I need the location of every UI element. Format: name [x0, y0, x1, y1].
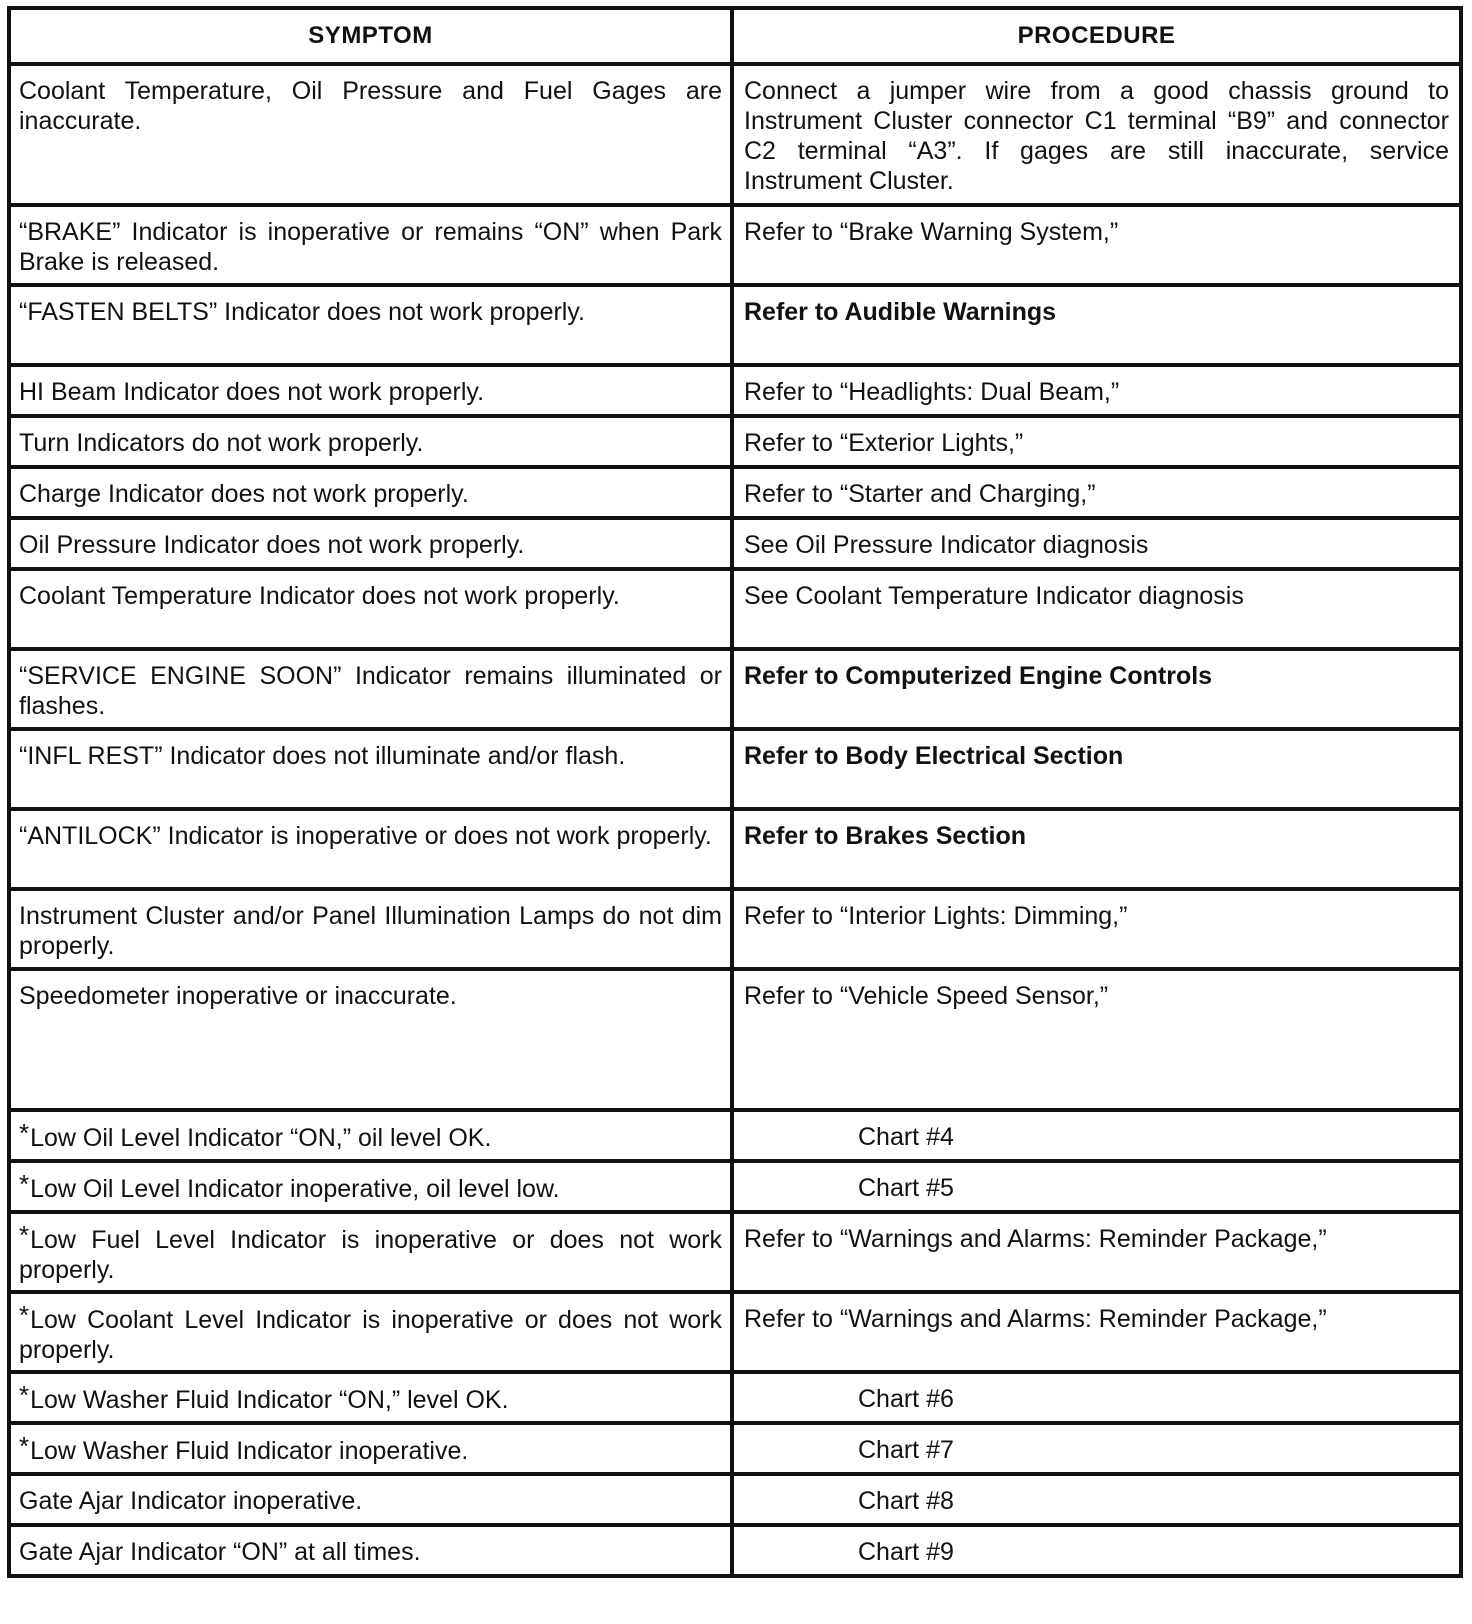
- table-row: [9, 969, 1461, 1110]
- table-header-row: [9, 8, 1461, 64]
- table-row: [9, 1474, 1461, 1525]
- procedure-cell: Chart #5: [732, 1161, 1461, 1212]
- procedure-cell: Refer to “Warnings and Alarms: Reminder Package,”: [732, 1212, 1461, 1292]
- header-procedure: PROCEDURE: [732, 8, 1461, 64]
- symptom-cell: Charge Indicator does not work properly.: [9, 467, 732, 518]
- procedure-cell: Refer to “Headlights: Dual Beam,”: [732, 365, 1461, 416]
- asterisk-marker: *: [19, 1380, 30, 1410]
- symptom-text: Low Fuel Level Indicator is inoperative or does not work properly.: [19, 1226, 722, 1284]
- symptom-cell: “INFL REST” Indicator does not illuminate and/or flash.: [9, 729, 732, 809]
- table-row: [9, 1212, 1461, 1292]
- symptom-text: Low Coolant Level Indicator is inoperative or does not work properly.: [19, 1306, 722, 1364]
- procedure-cell: Chart #8: [732, 1474, 1461, 1525]
- procedure-cell: Chart #7: [732, 1423, 1461, 1474]
- symptom-cell: “BRAKE” Indicator is inoperative or remains “ON” when Park Brake is released.: [9, 205, 732, 285]
- procedure-cell: Chart #4: [732, 1110, 1461, 1161]
- table-row: [9, 1161, 1461, 1212]
- procedure-cell: Refer to “Vehicle Speed Sensor,”: [732, 969, 1461, 1110]
- procedure-cell: Refer to “Interior Lights: Dimming,”: [732, 889, 1461, 969]
- symptom-cell: [9, 1372, 732, 1423]
- symptom-cell: “FASTEN BELTS” Indicator does not work properly.: [9, 285, 732, 365]
- symptom-procedure-table: [7, 6, 1463, 1578]
- table-row: [9, 416, 1461, 467]
- symptom-text: Low Oil Level Indicator “ON,” oil level OK.: [30, 1124, 492, 1152]
- procedure-cell: Refer to “Brake Warning System,”: [732, 205, 1461, 285]
- symptom-cell: Gate Ajar Indicator “ON” at all times.: [9, 1525, 732, 1576]
- procedure-cell: Refer to Body Electrical Section: [732, 729, 1461, 809]
- symptom-text: Low Washer Fluid Indicator inoperative.: [30, 1437, 469, 1465]
- symptom-cell: Coolant Temperature Indicator does not work properly.: [9, 569, 732, 649]
- symptom-text: Low Oil Level Indicator inoperative, oil level low.: [30, 1175, 560, 1203]
- procedure-cell: Refer to “Starter and Charging,”: [732, 467, 1461, 518]
- procedure-cell: Chart #9: [732, 1525, 1461, 1576]
- procedure-cell: Refer to Brakes Section: [732, 809, 1461, 889]
- table-row: [9, 729, 1461, 809]
- table-row: [9, 889, 1461, 969]
- symptom-cell: HI Beam Indicator does not work properly.: [9, 365, 732, 416]
- procedure-cell: Chart #6: [732, 1372, 1461, 1423]
- table-row: [9, 649, 1461, 729]
- asterisk-marker: *: [19, 1220, 30, 1250]
- symptom-cell: Speedometer inoperative or inaccurate.: [9, 969, 732, 1110]
- procedure-cell: See Coolant Temperature Indicator diagnosis: [732, 569, 1461, 649]
- symptom-cell: [9, 1110, 732, 1161]
- asterisk-marker: *: [19, 1431, 30, 1461]
- symptom-cell: Coolant Temperature, Oil Pressure and Fuel Gages are inaccurate.: [9, 64, 732, 205]
- procedure-cell: Refer to Computerized Engine Controls: [732, 649, 1461, 729]
- table-row: [9, 1110, 1461, 1161]
- table-row: [9, 1292, 1461, 1372]
- symptom-cell: Oil Pressure Indicator does not work properly.: [9, 518, 732, 569]
- asterisk-marker: *: [19, 1118, 30, 1148]
- table-row: [9, 365, 1461, 416]
- procedure-cell: Refer to “Warnings and Alarms: Reminder Package,”: [732, 1292, 1461, 1372]
- procedure-cell: Refer to Audible Warnings: [732, 285, 1461, 365]
- table-row: [9, 205, 1461, 285]
- table-row: [9, 518, 1461, 569]
- symptom-cell: “SERVICE ENGINE SOON” Indicator remains illuminated or flashes.: [9, 649, 732, 729]
- symptom-cell: Turn Indicators do not work properly.: [9, 416, 732, 467]
- symptom-cell: [9, 1423, 732, 1474]
- symptom-cell: Gate Ajar Indicator inoperative.: [9, 1474, 732, 1525]
- table-row: [9, 809, 1461, 889]
- procedure-cell: Connect a jumper wire from a good chassis ground to Instrument Cluster connector C1 terminal “B9” and connector C2 terminal “A3”. If gages are still inaccurate, service Instrument Cluster.: [732, 64, 1461, 205]
- procedure-cell: See Oil Pressure Indicator diagnosis: [732, 518, 1461, 569]
- table-row: [9, 569, 1461, 649]
- symptom-cell: [9, 1292, 732, 1372]
- table-row: [9, 1423, 1461, 1474]
- asterisk-marker: *: [19, 1300, 30, 1330]
- header-symptom: SYMPTOM: [9, 8, 732, 64]
- table-row: [9, 1525, 1461, 1576]
- symptom-cell: [9, 1161, 732, 1212]
- symptom-text: Low Washer Fluid Indicator “ON,” level OK.: [30, 1386, 509, 1414]
- symptom-cell: Instrument Cluster and/or Panel Illumination Lamps do not dim properly.: [9, 889, 732, 969]
- table-row: [9, 285, 1461, 365]
- asterisk-marker: *: [19, 1169, 30, 1199]
- table-row: [9, 64, 1461, 205]
- table-row: [9, 1372, 1461, 1423]
- table-row: [9, 467, 1461, 518]
- symptom-cell: [9, 1212, 732, 1292]
- procedure-cell: Refer to “Exterior Lights,”: [732, 416, 1461, 467]
- symptom-cell: “ANTILOCK” Indicator is inoperative or does not work properly.: [9, 809, 732, 889]
